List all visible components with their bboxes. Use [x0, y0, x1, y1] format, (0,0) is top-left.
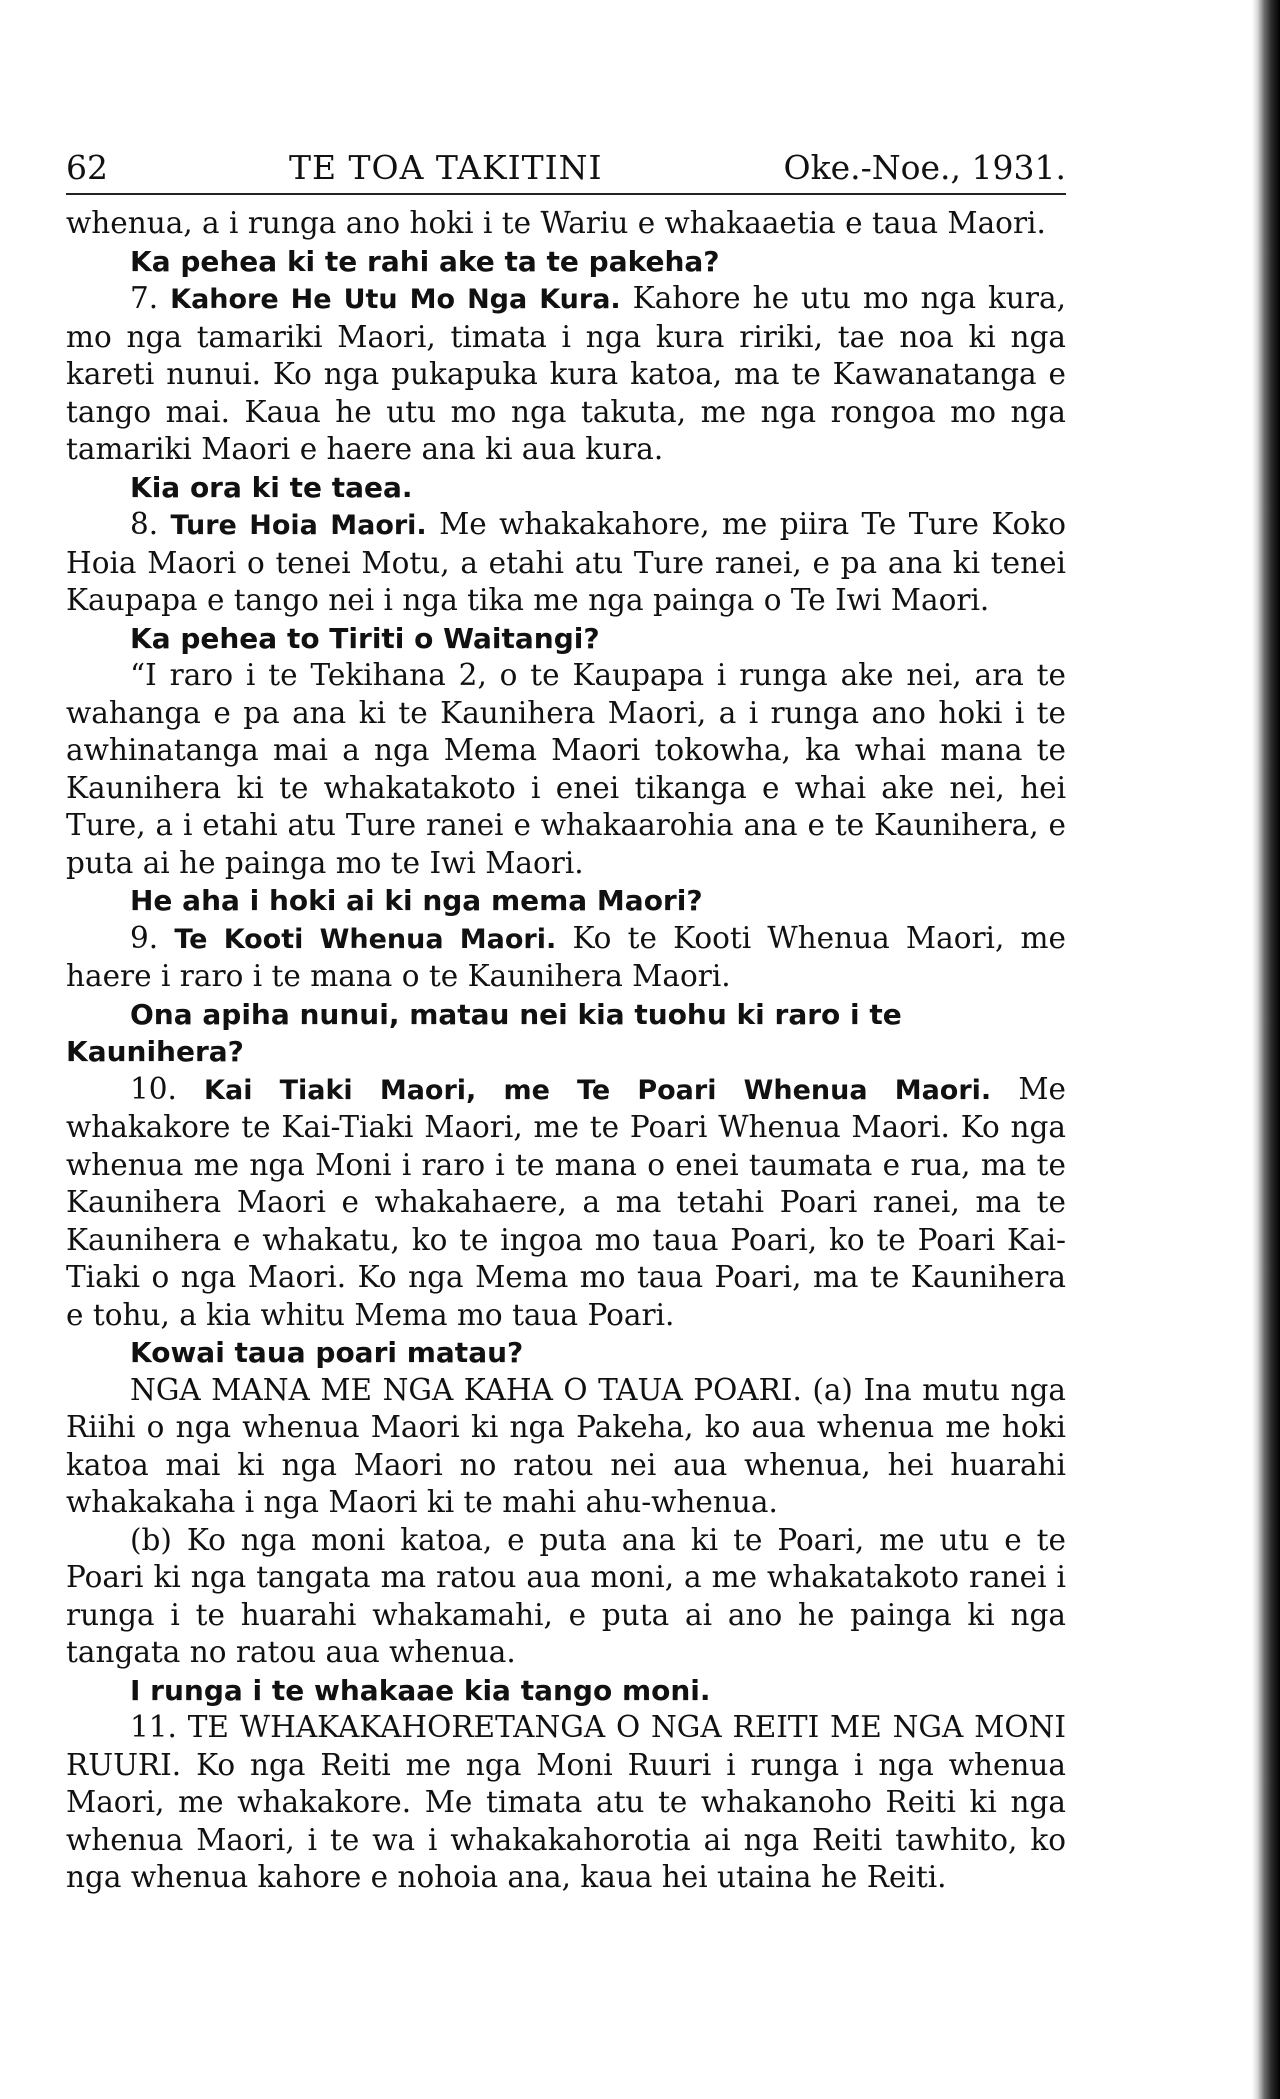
page-header [66, 148, 1066, 195]
item-heading: Kahore He Utu Mo Nga Kura. [170, 284, 621, 315]
document-page [66, 148, 1066, 1897]
item-heading: Kai Tiaki Maori, me Te Poari Whenua Maori. [204, 1074, 992, 1106]
paragraph-powers-a: NGA MANA ME NGA KAHA O TAUA POARI. (a) Ina mutu nga Riihi o nga whenua Maori ki nga Pakeha, ko aua whenua me hoki katoa mai ki nga Maori no ratou nei aua whenua, hei huarahi whakakaha i nga Maori ki te mahi ahu-whenua. [66, 1372, 1066, 1519]
item-heading: Te Kooti Whenua Maori. [174, 923, 557, 955]
paragraph-quote: “I raro i te Tekihana 2, o te Kaupapa i runga ake nei, ara te wahanga e pa ana ki te Kaunihera Maori, a i runga ano hoki i te awhinatanga mai a nga Mema Maori tokowha, ka whai mana te Kaunihera ki te whakatakoto i enei tikanga e whai ake nei, hei Ture, a i etahi atu Ture ranei e whakaarohia ana e te Kaunihera, e puta ai he painga mo te Iwi Maori. [66, 658, 1066, 880]
paragraph-continuation: whenua, a i runga ano hoki i te Wariu e whakaaetia e taua Maori. [66, 206, 1046, 240]
subheading: Kowai taua poari matau? [130, 1336, 524, 1369]
issue-date: Oke.-Noe., 1931. [783, 148, 1066, 187]
page-number: 62 [66, 148, 108, 187]
subheading: He aha i hoki ai ki nga mema Maori? [130, 884, 703, 917]
subheading: Kia ora ki te taea. [130, 470, 413, 504]
publication-title: TE TOA TAKITINI [288, 148, 603, 187]
paragraph-powers-b: (b) Ko nga moni katoa, e puta ana ki te Poari, me utu e te Poari ki nga tangata ma ratou aua moni, a me whakatakoto ranei i runga i te huarahi whakamahi, e puta ai ano he painga ki nga tangata no ratou aua whenua. [66, 1522, 1066, 1669]
paragraph-item-9: 9. Te Kooti Whenua Maori. Ko te Kooti Whenua Maori, me haere i raro i te mana o te Kaunihera Maori. [66, 920, 1066, 993]
subheading: Ona apiha nunui, matau nei kia tuohu ki raro i te Kaunihera? [66, 997, 902, 1068]
item-heading: Ture Hoia Maori. [170, 510, 427, 541]
paragraph-item-10: 10. Kai Tiaki Maori, me Te Poari Whenua Maori. Me whakakore te Kai-Tiaki Maori, me te Poari Whenua Maori. Ko nga whenua me nga Moni i raro i te mana o enei taumata e rua, ma te Kaunihera Maori e whakahaere, a ma tetahi Poari ranei, ma te Kaunihera e whakatu, ko te ingoa mo taua Poari, ko te Poari Kai-Tiaki o nga Maori. Ko nga Mema mo taua Poari, ma te Kaunihera e tohu, a kia whitu Mema mo taua Poari. [66, 1071, 1066, 1332]
paragraph-item-11: 11. TE WHAKAKAHORETANGA O NGA REITI ME NGA MONI RUURI. Ko nga Reiti me nga Moni Ruuri i runga i nga whenua Maori, me whakakore. Me timata atu te whakanoho Reiti ki nga whenua Maori, i te wa i whakakahorotia ai nga Reiti tawhito, ko nga whenua kahore e nohoia ana, kaua hei utaina he Reiti. [66, 1710, 1066, 1894]
paragraph-item-7: 7. Kahore He Utu Mo Nga Kura. Kahore he utu mo nga kura, mo nga tamariki Maori, timata i nga kura ririki, tae noa ki nga kareti nunui. Ko nga pukapuka kura katoa, ma te Kawanatanga e tango mai. Kaua he utu mo nga takuta, me nga rongoa mo nga tamariki Maori e haere ana ki aua kura. [66, 281, 1066, 466]
subheading: Ka pehea ki te rahi ake ta te pakeha? [130, 244, 720, 278]
subheading: Ka pehea to Tiriti o Waitangi? [130, 621, 600, 655]
paragraph-item-8: 8. Ture Hoia Maori. Me whakakahore, me piira Te Ture Koko Hoia Maori o tenei Motu, a etahi atu Ture ranei, e pa ana ki tenei Kaupapa e tango nei i nga tika me nga painga o Te Iwi Maori. [66, 507, 1066, 617]
page-edge-shadow [1252, 0, 1280, 2099]
subheading: I runga i te whakaae kia tango moni. [130, 1673, 711, 1707]
